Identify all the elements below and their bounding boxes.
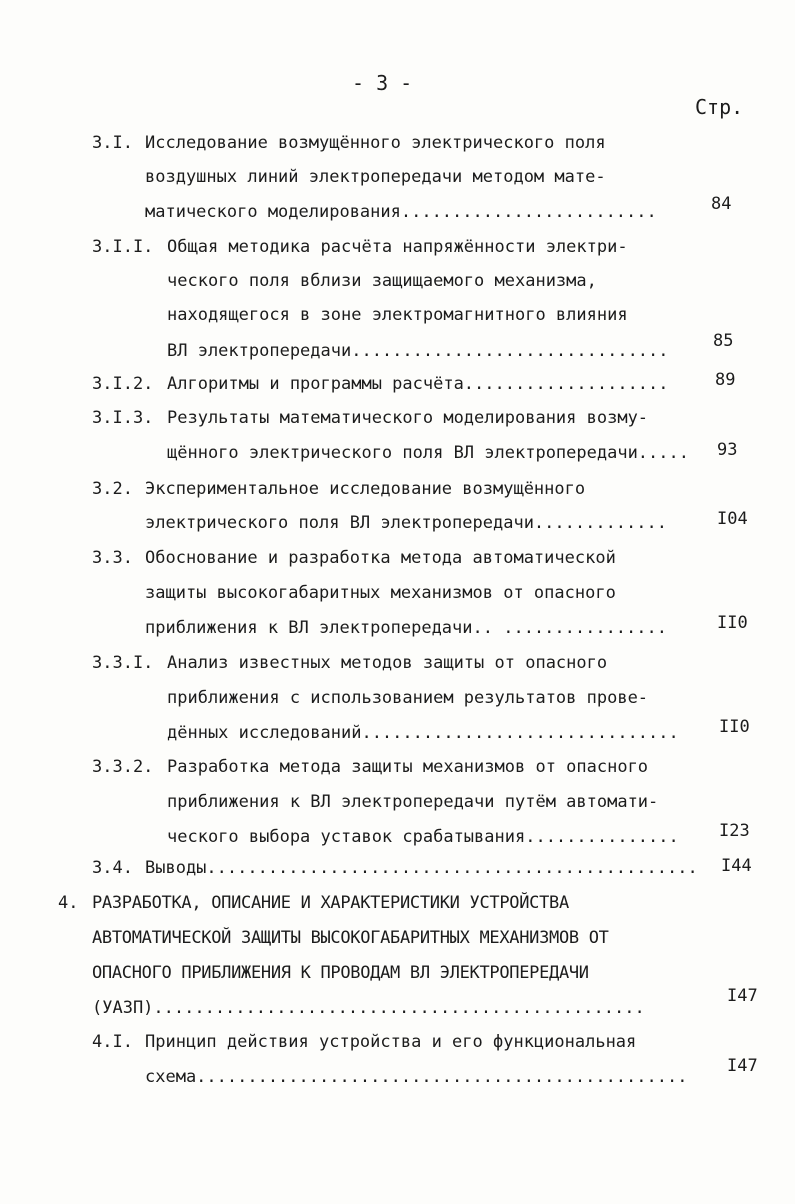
entry-line: Разработка метода защиты механизмов от опасного	[167, 757, 649, 777]
entry-page: II0	[719, 717, 750, 737]
entry-line: щённого электрического поля ВЛ электропередачи.....	[167, 443, 689, 463]
entry-line: ческого выбора уставок срабатывания...............	[167, 827, 679, 847]
entry-line: АВТОМАТИЧЕСКОЙ ЗАЩИТЫ ВЫСОКОГАБАРИТНЫХ МЕХАНИЗМОВ ОТ	[92, 928, 609, 948]
entry-number: 3.4.	[92, 858, 133, 878]
entry-number: 4.	[58, 893, 79, 913]
entry-line: (УАЗП)................................................	[92, 998, 645, 1018]
entry-line: приближения к ВЛ электропередачи путём автомати-	[167, 792, 659, 812]
entry-line: дённых исследований...............................	[167, 723, 679, 743]
entry-line: Алгоритмы и программы расчёта....................	[167, 374, 669, 394]
entry-line: Исследование возмущённого электрического поля	[145, 133, 606, 153]
entry-page: I47	[727, 986, 758, 1006]
entry-line: ВЛ электропередачи...............................	[167, 341, 669, 361]
entry-line: защиты высокогабаритных механизмов от опасного	[145, 583, 616, 603]
entry-number: 3.I.2.	[92, 374, 154, 394]
entry-number: 3.2.	[92, 479, 133, 499]
entry-line: воздушных линий электропередачи методом мате-	[145, 167, 606, 187]
entry-page: II0	[717, 613, 748, 633]
entry-line: Выводы................................................	[145, 858, 698, 878]
entry-line: Обоснование и разработка метода автоматической	[145, 548, 616, 568]
page-column-label: Стр.	[695, 95, 744, 119]
entry-page: 89	[715, 370, 736, 390]
entry-line: Анализ известных методов защиты от опасного	[167, 653, 608, 673]
entry-page: I44	[721, 856, 752, 876]
entry-line: ОПАСНОГО ПРИБЛИЖЕНИЯ К ПРОВОДАМ ВЛ ЭЛЕКТРОПЕРЕДАЧИ	[92, 963, 589, 983]
entry-line: приближения к ВЛ электропередачи.. ................	[145, 618, 667, 638]
entry-page: I47	[727, 1056, 758, 1076]
entry-number: 3.I.I.	[92, 237, 154, 257]
entry-page: I04	[717, 509, 748, 529]
entry-page: 84	[711, 194, 732, 214]
entry-number: 3.3.	[92, 548, 133, 568]
entry-page: I23	[719, 821, 750, 841]
entry-line: Принцип действия устройства и его функциональная	[145, 1032, 637, 1052]
entry-number: 3.3.2.	[92, 757, 154, 777]
entry-number: 3.3.I.	[92, 653, 154, 673]
entry-line: находящегося в зоне электромагнитного влияния	[167, 305, 628, 325]
entry-page: 85	[713, 331, 734, 351]
entry-page: 93	[717, 440, 738, 460]
entry-line: матического моделирования.........................	[145, 202, 657, 222]
entry-line: Результаты математического моделирования возму-	[167, 408, 649, 428]
page-number: - 3 -	[352, 71, 413, 95]
entry-line: Общая методика расчёта напряжённости электри-	[167, 237, 628, 257]
entry-number: 4.I.	[92, 1032, 133, 1052]
entry-line: электрического поля ВЛ электропередачи.............	[145, 513, 667, 533]
entry-number: 3.I.3.	[92, 408, 154, 428]
entry-line: Экспериментальное исследование возмущённого	[145, 479, 586, 499]
entry-line: схема................................................	[145, 1067, 688, 1087]
entry-line: приближения с использованием результатов прове-	[167, 688, 649, 708]
entry-line: ческого поля вблизи защищаемого механизма,	[167, 271, 597, 291]
entry-number: 3.I.	[92, 133, 133, 153]
entry-line: РАЗРАБОТКА, ОПИСАНИЕ И ХАРАКТЕРИСТИКИ УСТРОЙСТВА	[92, 893, 569, 913]
